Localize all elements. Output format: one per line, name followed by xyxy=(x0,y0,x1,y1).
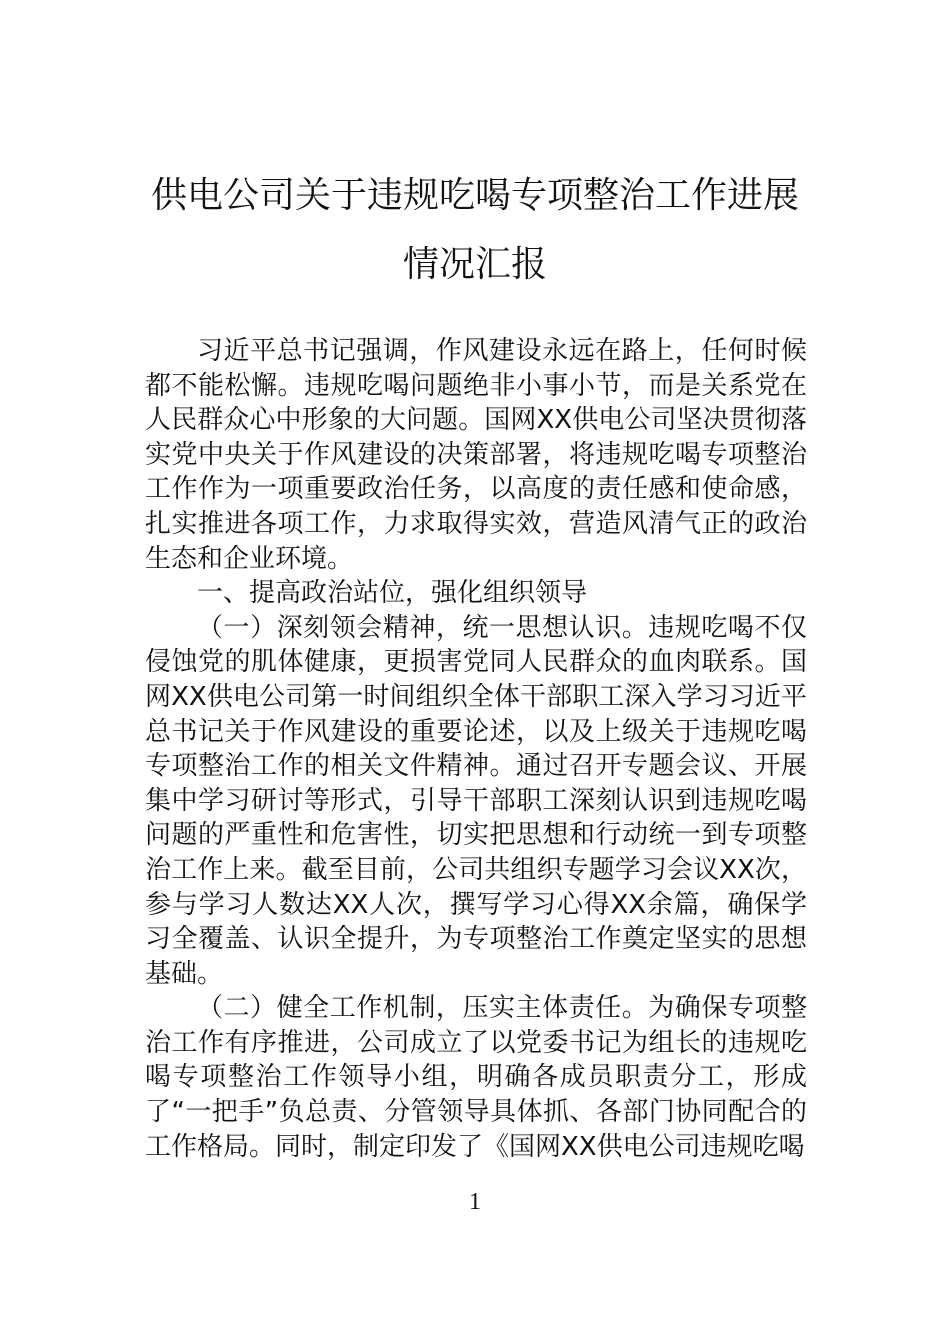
intro-paragraph: 习近平总书记强调，作风建设永远在路上，任何时候都不能松懈。违规吃喝问题绝非小事小节，而是关系党在人民群众心中形象的大问题。国网XX供电公司坚决贯彻落实党中央关于作风建设的决策部署，将违规吃喝专项整治工作作为一项重要政治任务，以高度的责任感和使命感，扎实推进各项工作，力求取得实效，营造风清气正的政治生态和企业环境。 xyxy=(145,336,807,574)
subsection-paragraph-1: （一）深刻领会精神，统一思想认识。违规吃喝不仅侵蚀党的肌体健康，更损害党同人民群众的血肉联系。国网XX供电公司第一时间组织全体干部职工深入学习习近平总书记关于作风建设的重要论述，以及上级关于违规吃喝专项整治工作的相关文件精神。通过召开专题会议、开展集中学习研讨等形式，引导干部职工深刻认识到违规吃喝问题的严重性和危害性，切实把思想和行动统一到专项整治工作上来。截至目前，公司共组织专题学习会议XX次，参与学习人数达XX人次，撰写学习心得XX余篇，确保学习全覆盖、认识全提升，为专项整治工作奠定坚实的思想基础。 xyxy=(145,612,807,989)
subsection-paragraph-2: （二）健全工作机制，压实主体责任。为确保专项整治工作有序推进，公司成立了以党委书记为组长的违规吃喝专项整治工作领导小组，明确各成员职责分工，形成了“一把手”负总责、分管领导具体抓、各部门协同配合的工作格局。同时，制定印发了《国网XX供电公司违规吃喝 xyxy=(145,993,807,1162)
document-body xyxy=(145,334,807,1164)
page-number: 1 xyxy=(469,1189,481,1215)
document-title-line-2: 情况汇报 xyxy=(402,244,547,285)
document-title-line-1: 供电公司关于违规吃喝专项整治工作进展 xyxy=(150,175,799,216)
section-heading-1: 一、提高政治站位，强化组织领导 xyxy=(197,578,588,609)
